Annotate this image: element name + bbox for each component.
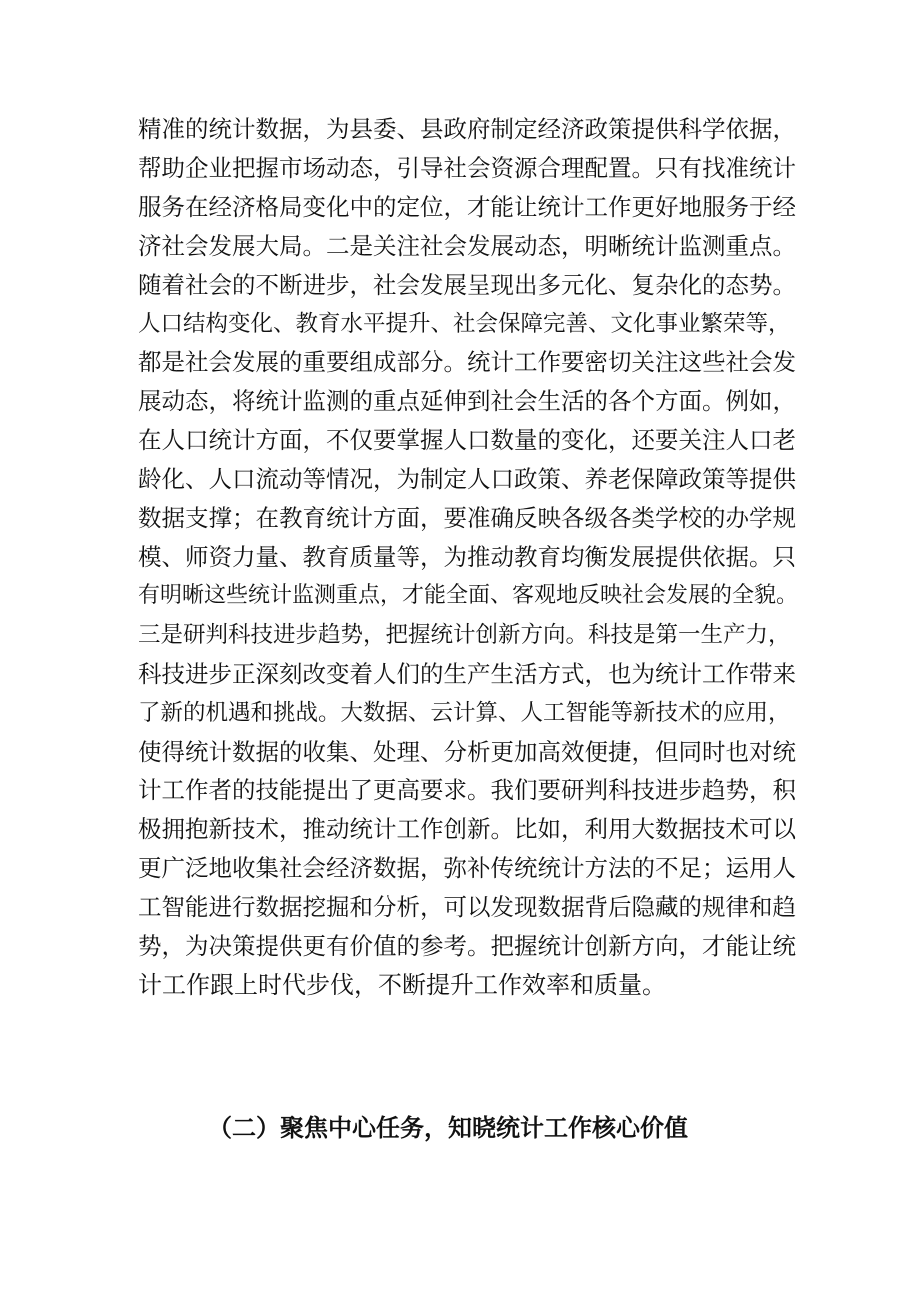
text-line: 有明晰这些统计监测重点，才能全面、客观地反映社会发展的全貌。 <box>138 582 799 608</box>
text-line: 服务在经济格局变化中的定位，才能让统计工作更好地服务于经 <box>138 192 796 221</box>
text-line: 数据支撑；在教育统计方面，要准确反映各级各类学校的办学规 <box>138 504 796 533</box>
section-heading: （二）聚焦中心任务，知晓统计工作核心价值 <box>208 1114 688 1142</box>
text-line: 计工作跟上时代步伐，不断提升工作效率和质量。 <box>138 970 666 999</box>
text-line: 济社会发展大局。二是关注社会发展动态，明晰统计监测重点。 <box>138 231 796 260</box>
text-line: 展动态，将统计监测的重点延伸到社会生活的各个方面。例如， <box>138 387 796 416</box>
text-line: 了新的机遇和挑战。大数据、云计算、人工智能等新技术的应用， <box>138 699 791 726</box>
text-line: 势，为决策提供更有价值的参考。把握统计创新方向，才能让统 <box>138 932 796 961</box>
text-line: 都是社会发展的重要组成部分。统计工作要密切关注这些社会发 <box>138 348 796 377</box>
text-line: 极拥抱新技术，推动统计工作创新。比如，利用大数据技术可以 <box>138 815 796 844</box>
text-line: 在人口统计方面，不仅要掌握人口数量的变化，还要关注人口老 <box>138 426 796 455</box>
text-line: 更广泛地收集社会经济数据，弥补传统统计方法的不足；运用人 <box>138 854 796 883</box>
text-line: 帮助企业把握市场动态，引导社会资源合理配置。只有找准统计 <box>138 153 796 182</box>
text-line: 使得统计数据的收集、处理、分析更加高效便捷，但同时也对统 <box>138 737 796 766</box>
text-line: 龄化、人口流动等情况，为制定人口政策、养老保障政策等提供 <box>138 465 796 494</box>
text-line: 工智能进行数据挖掘和分析，可以发现数据背后隐藏的规律和趋 <box>138 893 796 922</box>
text-line: 模、师资力量、教育质量等，为推动教育均衡发展提供依据。只 <box>138 542 796 571</box>
body-paragraph <box>138 110 798 1005</box>
text-line: 三是研判科技进步趋势，把握统计创新方向。科技是第一生产力， <box>138 621 791 648</box>
text-line: 随着社会的不断进步，社会发展呈现出多元化、复杂化的态势。 <box>138 270 796 299</box>
text-line: 科技进步正深刻改变着人们的生产生活方式，也为统计工作带来 <box>138 659 796 688</box>
text-line: 人口结构变化、教育水平提升、社会保障完善、文化事业繁荣等， <box>138 310 791 337</box>
text-line: 计工作者的技能提出了更高要求。我们要研判科技进步趋势，积 <box>138 776 796 805</box>
text-line: 精准的统计数据，为县委、县政府制定经济政策提供科学依据， <box>138 115 796 143</box>
